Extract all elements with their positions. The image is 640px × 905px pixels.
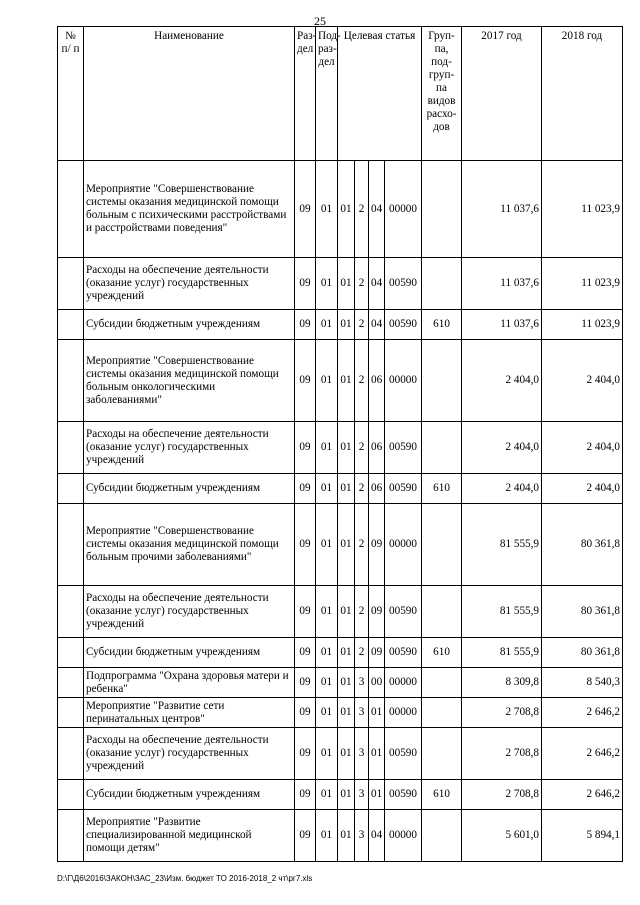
- row-amount-2017-cell: 81 555,9: [462, 638, 542, 668]
- row-amount-2017-cell: 2 708,8: [462, 728, 542, 780]
- row-name-cell: Мероприятие "Совершенствование системы оказания медицинской помощи больным с психическими расстройствами и расстройствами поведения": [84, 161, 295, 258]
- row-target-event-cell: 04: [369, 258, 385, 310]
- table-row: [58, 310, 623, 340]
- row-target-subprogram-cell: 3: [355, 810, 369, 862]
- row-amount-2018-cell: 80 361,8: [542, 504, 623, 586]
- row-expense-group-cell: [422, 258, 462, 310]
- row-name-cell: Мероприятие "Совершенствование системы оказания медицинской помощи больным прочими заболеваниями": [84, 504, 295, 586]
- row-name-cell: Расходы на обеспечение деятельности (оказание услуг) государственных учреждений: [84, 422, 295, 474]
- row-target-subprogram-cell: 2: [355, 504, 369, 586]
- row-target-event-cell: 06: [369, 340, 385, 422]
- row-razdel-cell: 09: [295, 698, 316, 728]
- row-podrazdel-cell: 01: [316, 340, 338, 422]
- table-row: [58, 161, 623, 258]
- row-amount-2018-cell: 11 023,9: [542, 310, 623, 340]
- row-target-program-cell: 01: [338, 161, 355, 258]
- row-podrazdel-cell: 01: [316, 161, 338, 258]
- row-amount-2017-cell: 11 037,6: [462, 310, 542, 340]
- row-target-program-cell: 01: [338, 810, 355, 862]
- row-amount-2017-cell: 11 037,6: [462, 161, 542, 258]
- row-target-subprogram-cell: 2: [355, 340, 369, 422]
- row-podrazdel-cell: 01: [316, 638, 338, 668]
- header-podrazdel: Под-раз-дел: [316, 27, 338, 161]
- row-name-cell: Мероприятие "Развитие сети перинатальных центров": [84, 698, 295, 728]
- row-amount-2018-cell: 2 646,2: [542, 780, 623, 810]
- row-amount-2017-cell: 8 309,8: [462, 668, 542, 698]
- header-name: Наименование: [84, 27, 295, 161]
- row-number-cell: [58, 422, 84, 474]
- header-razdel: Раз-дел: [295, 27, 316, 161]
- row-number-cell: [58, 474, 84, 504]
- file-path-footer: D:\Г\Д6\2016\ЗАКОН\ЗАС_23\Изм. бюджет ТО 2016-2018_2 чт\рг7.xls: [57, 874, 313, 883]
- row-expense-group-cell: 610: [422, 310, 462, 340]
- table-row: [58, 698, 623, 728]
- row-target-program-cell: 01: [338, 474, 355, 504]
- table-row: [58, 728, 623, 780]
- row-name-cell: Расходы на обеспечение деятельности (оказание услуг) государственных учреждений: [84, 586, 295, 638]
- row-razdel-cell: 09: [295, 474, 316, 504]
- row-amount-2018-cell: 2 404,0: [542, 340, 623, 422]
- row-target-direction-cell: 00000: [385, 698, 422, 728]
- row-number-cell: [58, 638, 84, 668]
- row-razdel-cell: 09: [295, 780, 316, 810]
- row-amount-2018-cell: 2 404,0: [542, 474, 623, 504]
- header-2018: 2018 год: [542, 27, 623, 161]
- row-target-direction-cell: 00000: [385, 810, 422, 862]
- row-expense-group-cell: 610: [422, 474, 462, 504]
- row-target-direction-cell: 00000: [385, 161, 422, 258]
- row-expense-group-cell: [422, 728, 462, 780]
- row-amount-2018-cell: 11 023,9: [542, 258, 623, 310]
- row-target-direction-cell: 00590: [385, 258, 422, 310]
- row-razdel-cell: 09: [295, 668, 316, 698]
- table-row: [58, 780, 623, 810]
- table-body: [58, 161, 623, 862]
- page-number: 25: [314, 14, 326, 28]
- row-number-cell: [58, 161, 84, 258]
- row-name-cell: Субсидии бюджетным учреждениям: [84, 310, 295, 340]
- row-number-cell: [58, 698, 84, 728]
- row-razdel-cell: 09: [295, 340, 316, 422]
- row-number-cell: [58, 340, 84, 422]
- table-row: [58, 258, 623, 310]
- row-razdel-cell: 09: [295, 638, 316, 668]
- row-target-event-cell: 01: [369, 780, 385, 810]
- row-razdel-cell: 09: [295, 504, 316, 586]
- row-target-program-cell: 01: [338, 258, 355, 310]
- row-expense-group-cell: [422, 586, 462, 638]
- row-target-program-cell: 01: [338, 310, 355, 340]
- row-target-event-cell: 01: [369, 728, 385, 780]
- row-podrazdel-cell: 01: [316, 728, 338, 780]
- row-target-direction-cell: 00000: [385, 668, 422, 698]
- row-amount-2018-cell: 80 361,8: [542, 586, 623, 638]
- row-target-program-cell: 01: [338, 422, 355, 474]
- row-target-event-cell: 04: [369, 810, 385, 862]
- row-razdel-cell: 09: [295, 728, 316, 780]
- header-target-article: Целевая статья: [338, 27, 422, 161]
- row-podrazdel-cell: 01: [316, 504, 338, 586]
- row-amount-2018-cell: 11 023,9: [542, 161, 623, 258]
- row-razdel-cell: 09: [295, 161, 316, 258]
- row-podrazdel-cell: 01: [316, 668, 338, 698]
- table-row: [58, 422, 623, 474]
- row-razdel-cell: 09: [295, 258, 316, 310]
- row-amount-2017-cell: 2 404,0: [462, 474, 542, 504]
- row-name-cell: Мероприятие "Развитие специализированной медицинской помощи детям": [84, 810, 295, 862]
- row-name-cell: Субсидии бюджетным учреждениям: [84, 780, 295, 810]
- row-target-program-cell: 01: [338, 586, 355, 638]
- row-amount-2017-cell: 2 708,8: [462, 698, 542, 728]
- row-amount-2017-cell: 11 037,6: [462, 258, 542, 310]
- table-row: [58, 638, 623, 668]
- row-target-program-cell: 01: [338, 668, 355, 698]
- row-amount-2018-cell: 2 404,0: [542, 422, 623, 474]
- row-amount-2017-cell: 2 404,0: [462, 422, 542, 474]
- row-target-direction-cell: 00590: [385, 638, 422, 668]
- row-target-event-cell: 01: [369, 698, 385, 728]
- row-number-cell: [58, 728, 84, 780]
- row-target-program-cell: 01: [338, 504, 355, 586]
- row-target-subprogram-cell: 2: [355, 586, 369, 638]
- row-podrazdel-cell: 01: [316, 474, 338, 504]
- row-podrazdel-cell: 01: [316, 310, 338, 340]
- row-target-program-cell: 01: [338, 728, 355, 780]
- row-amount-2018-cell: 8 540,3: [542, 668, 623, 698]
- header-row: [58, 27, 623, 161]
- table-row: [58, 474, 623, 504]
- row-name-cell: Субсидии бюджетным учреждениям: [84, 474, 295, 504]
- row-target-program-cell: 01: [338, 780, 355, 810]
- table-row: [58, 504, 623, 586]
- row-target-subprogram-cell: 2: [355, 161, 369, 258]
- row-amount-2018-cell: 2 646,2: [542, 698, 623, 728]
- row-target-direction-cell: 00590: [385, 780, 422, 810]
- row-name-cell: Субсидии бюджетным учреждениям: [84, 638, 295, 668]
- row-target-subprogram-cell: 2: [355, 258, 369, 310]
- row-target-event-cell: 04: [369, 161, 385, 258]
- header-expense-group: Груп-па, под-груп-па видов расхо-дов: [422, 27, 462, 161]
- table-row: [58, 586, 623, 638]
- row-expense-group-cell: 610: [422, 638, 462, 668]
- row-name-cell: Подпрограмма "Охрана здоровья матери и ребенка": [84, 668, 295, 698]
- row-target-direction-cell: 00590: [385, 310, 422, 340]
- budget-table: [57, 26, 623, 862]
- row-number-cell: [58, 810, 84, 862]
- row-target-event-cell: 09: [369, 638, 385, 668]
- table-row: [58, 340, 623, 422]
- row-expense-group-cell: [422, 422, 462, 474]
- row-target-subprogram-cell: 2: [355, 474, 369, 504]
- row-number-cell: [58, 586, 84, 638]
- row-razdel-cell: 09: [295, 586, 316, 638]
- row-target-program-cell: 01: [338, 638, 355, 668]
- row-target-event-cell: 09: [369, 504, 385, 586]
- row-expense-group-cell: [422, 810, 462, 862]
- row-name-cell: Расходы на обеспечение деятельности (оказание услуг) государственных учреждений: [84, 258, 295, 310]
- row-podrazdel-cell: 01: [316, 586, 338, 638]
- row-amount-2017-cell: 81 555,9: [462, 586, 542, 638]
- table-row: [58, 810, 623, 862]
- row-name-cell: Мероприятие "Совершенствование системы оказания медицинской помощи больным онкологическими заболеваниями": [84, 340, 295, 422]
- row-expense-group-cell: 610: [422, 780, 462, 810]
- row-target-program-cell: 01: [338, 698, 355, 728]
- row-number-cell: [58, 780, 84, 810]
- row-podrazdel-cell: 01: [316, 810, 338, 862]
- row-podrazdel-cell: 01: [316, 258, 338, 310]
- row-podrazdel-cell: 01: [316, 780, 338, 810]
- row-number-cell: [58, 258, 84, 310]
- row-target-direction-cell: 00590: [385, 586, 422, 638]
- row-expense-group-cell: [422, 340, 462, 422]
- row-target-event-cell: 06: [369, 422, 385, 474]
- row-target-subprogram-cell: 2: [355, 310, 369, 340]
- row-target-direction-cell: 00000: [385, 340, 422, 422]
- row-podrazdel-cell: 01: [316, 422, 338, 474]
- row-target-event-cell: 00: [369, 668, 385, 698]
- row-amount-2017-cell: 81 555,9: [462, 504, 542, 586]
- row-number-cell: [58, 668, 84, 698]
- row-expense-group-cell: [422, 698, 462, 728]
- row-target-event-cell: 06: [369, 474, 385, 504]
- header-num: № п/ п: [58, 27, 84, 161]
- row-target-direction-cell: 00000: [385, 504, 422, 586]
- row-amount-2017-cell: 2 708,8: [462, 780, 542, 810]
- row-target-direction-cell: 00590: [385, 422, 422, 474]
- row-target-subprogram-cell: 3: [355, 728, 369, 780]
- row-expense-group-cell: [422, 161, 462, 258]
- row-target-program-cell: 01: [338, 340, 355, 422]
- row-razdel-cell: 09: [295, 310, 316, 340]
- row-target-event-cell: 04: [369, 310, 385, 340]
- table-row: [58, 668, 623, 698]
- row-amount-2018-cell: 80 361,8: [542, 638, 623, 668]
- row-amount-2018-cell: 5 894,1: [542, 810, 623, 862]
- row-target-subprogram-cell: 3: [355, 780, 369, 810]
- row-razdel-cell: 09: [295, 422, 316, 474]
- row-number-cell: [58, 504, 84, 586]
- row-target-subprogram-cell: 2: [355, 422, 369, 474]
- row-target-subprogram-cell: 3: [355, 698, 369, 728]
- row-amount-2017-cell: 5 601,0: [462, 810, 542, 862]
- header-2017: 2017 год: [462, 27, 542, 161]
- row-target-event-cell: 09: [369, 586, 385, 638]
- row-razdel-cell: 09: [295, 810, 316, 862]
- row-number-cell: [58, 310, 84, 340]
- row-target-direction-cell: 00590: [385, 474, 422, 504]
- row-amount-2017-cell: 2 404,0: [462, 340, 542, 422]
- row-name-cell: Расходы на обеспечение деятельности (оказание услуг) государственных учреждений: [84, 728, 295, 780]
- row-target-subprogram-cell: 2: [355, 638, 369, 668]
- row-podrazdel-cell: 01: [316, 698, 338, 728]
- row-target-subprogram-cell: 3: [355, 668, 369, 698]
- row-expense-group-cell: [422, 668, 462, 698]
- row-expense-group-cell: [422, 504, 462, 586]
- row-target-direction-cell: 00590: [385, 728, 422, 780]
- row-amount-2018-cell: 2 646,2: [542, 728, 623, 780]
